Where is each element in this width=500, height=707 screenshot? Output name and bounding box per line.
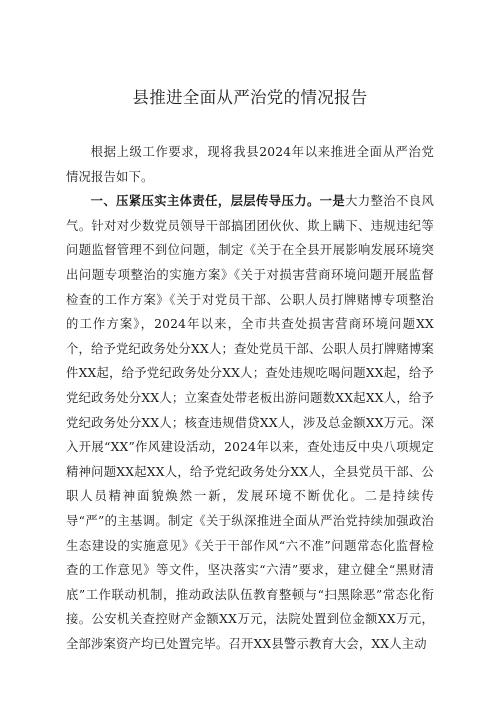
section-1-body: 大力整治不良风气。针对对少数党员领导干部搞团团伙伙、欺上瞒下、违规违纪等问题监督管理不到位问题，制定《关于在全县开展影响发展环境突出问题专项整治的实施方案》《关于对损害营商环境问题开展监督检查的工作方案》《关于对党员干部、公职人员打牌赌博专项整治的工作方案》，2024年以来，全市共查处损害营商环境问题XX个，给予党纪政务处分XX人；查处党员干部、公职人员打牌赌博案件XX起，给予党纪政务处分XX人；查处违规吃喝问题XX起，给予党纪政务处分XX人；立案查处带老板出游问题数XX起XX人，给予党纪政务处分XX人；核查违规借贷XX人，涉及总金额XX万元。深入开展“XX”作风建设活动，2024年以来，查处违反中央八项规定精神问题XX起XX人，给予党纪政务处分XX人，全县党员干部、公职人员精神面貌焕然一新，发展环境不断优化。二是持续传导“严”的主基调。制定《关于纵深推进全面从严治党持续加强政治生态建设的实施意见》《关于干部作风“六不准”问题常态化监督检查的工作意见》等文件，坚决落实“六清”要求，建立健全“黑财清底”工作联动机制，推动政法队伍教育整顿与“扫黑除恶”常态化衔接。公安机关查控财产金额XX万元，法院处置到位金额XX万元，全部涉案资产均已处置完毕。召开XX县警示教育大会，XX人主动 (66, 194, 434, 651)
section-1-heading: 一、压紧压实主体责任，层层传导压力。 (90, 194, 320, 209)
section-1-paragraph (66, 189, 434, 656)
document-body (66, 140, 434, 656)
document-title: 县推进全面从严治党的情况报告 (132, 88, 368, 107)
section-1-point-lead: 一是 (319, 194, 346, 209)
intro-paragraph: 根据上级工作要求，现将我县2024年以来推进全面从严治党情况报告如下。 (66, 145, 434, 184)
